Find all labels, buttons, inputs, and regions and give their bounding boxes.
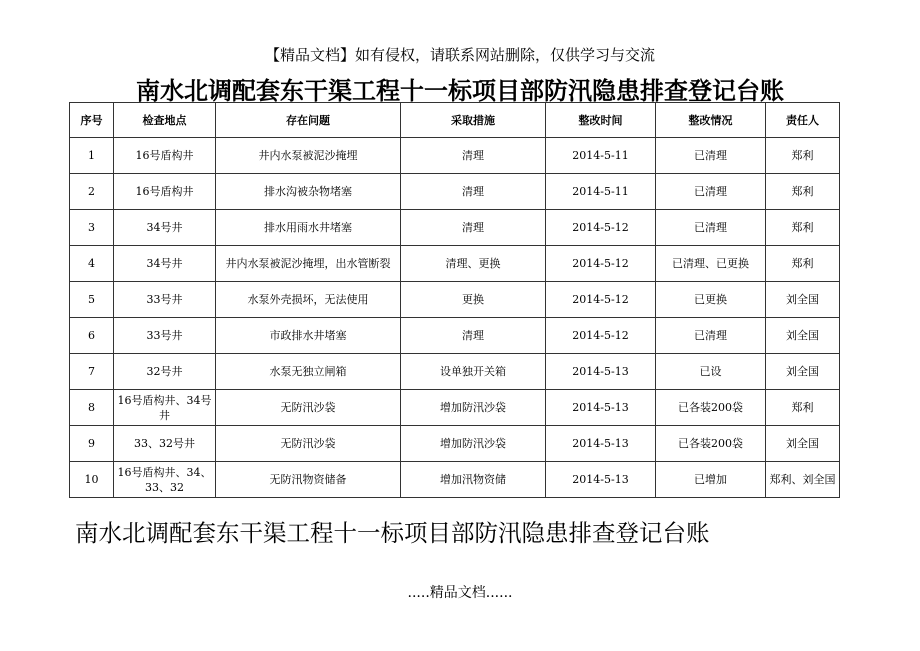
table-cell: 32号井 [114,354,216,390]
column-header: 检查地点 [114,103,216,138]
table-cell: 2014-5-12 [546,282,656,318]
table-cell: 市政排水井堵塞 [216,318,401,354]
table-row [70,138,840,174]
table-cell: 16号盾构井、34、33、32 [114,462,216,498]
table-cell: 已各装200袋 [656,390,766,426]
table-cell: 34号井 [114,246,216,282]
table-cell: 清理 [401,138,546,174]
column-header: 存在问题 [216,103,401,138]
table-cell: 已清理 [656,174,766,210]
table-cell: 4 [70,246,114,282]
table-cell: 刘全国 [766,282,840,318]
table-cell: 郑利、刘全国 [766,462,840,498]
table-cell: 33号井 [114,318,216,354]
table-cell: 增加防汛沙袋 [401,426,546,462]
table-cell: 2014-5-12 [546,210,656,246]
table-cell: 刘全国 [766,318,840,354]
table-cell: 排水用雨水井堵塞 [216,210,401,246]
table-cell: 2014-5-13 [546,426,656,462]
table-row [70,282,840,318]
table-cell: 设单独开关箱 [401,354,546,390]
table-cell: 已增加 [656,462,766,498]
table-cell: 无防汛沙袋 [216,390,401,426]
table-row [70,174,840,210]
table-cell: 2014-5-11 [546,138,656,174]
table-cell: 1 [70,138,114,174]
table-body [70,138,840,498]
table-cell: 无防汛物资储备 [216,462,401,498]
column-header: 整改时间 [546,103,656,138]
table-cell: 已清理 [656,318,766,354]
table-cell: 2 [70,174,114,210]
document-title-repeat: 南水北调配套东干渠工程十一标项目部防汛隐患排查登记台账 [75,519,710,547]
table-cell: 8 [70,390,114,426]
table-cell: 2014-5-13 [546,390,656,426]
table-cell: 16号盾构井 [114,138,216,174]
table-cell: 5 [70,282,114,318]
hazard-ledger-table [69,102,840,498]
table-cell: 2014-5-13 [546,462,656,498]
table-row [70,354,840,390]
table-cell: 无防汛沙袋 [216,426,401,462]
table-cell: 已清理 [656,210,766,246]
table-cell: 34号井 [114,210,216,246]
table-cell: 刘全国 [766,354,840,390]
table-cell: 清理 [401,174,546,210]
table-cell: 7 [70,354,114,390]
table-cell: 2014-5-12 [546,318,656,354]
table-cell: 排水沟被杂物堵塞 [216,174,401,210]
table-row [70,246,840,282]
table-cell: 2014-5-11 [546,174,656,210]
table-cell: 33号井 [114,282,216,318]
table-cell: 已清理 [656,138,766,174]
table-cell: 郑利 [766,390,840,426]
column-header: 采取措施 [401,103,546,138]
table-cell: 2014-5-13 [546,354,656,390]
table-cell: 刘全国 [766,426,840,462]
table-cell: 16号盾构井、34号井 [114,390,216,426]
table-cell: 清理、更换 [401,246,546,282]
table-row [70,318,840,354]
table-row [70,426,840,462]
table-cell: 已清理、已更换 [656,246,766,282]
table-cell: 2014-5-12 [546,246,656,282]
table-cell: 清理 [401,318,546,354]
table-cell: 井内水泵被泥沙掩埋，出水管断裂 [216,246,401,282]
table-cell: 10 [70,462,114,498]
table-cell: 水泵无独立闸箱 [216,354,401,390]
table-cell: 已各装200袋 [656,426,766,462]
column-header: 整改情况 [656,103,766,138]
table-cell: 水泵外壳损坏，无法使用 [216,282,401,318]
table-cell: 已更换 [656,282,766,318]
table-row [70,462,840,498]
table-cell: 6 [70,318,114,354]
table-cell: 井内水泵被泥沙掩埋 [216,138,401,174]
table-cell: 郑利 [766,174,840,210]
table-cell: 更换 [401,282,546,318]
table-cell: 增加汛物资储 [401,462,546,498]
table-header-row [70,103,840,138]
table-row [70,390,840,426]
copyright-notice: 【精品文档】如有侵权，请联系网站删除，仅供学习与交流 [264,46,655,64]
table-cell: 已设 [656,354,766,390]
table-cell: 郑利 [766,138,840,174]
table-cell: 16号盾构井 [114,174,216,210]
column-header: 序号 [70,103,114,138]
table-cell: 郑利 [766,246,840,282]
table-cell: 增加防汛沙袋 [401,390,546,426]
table-cell: 3 [70,210,114,246]
table-cell: 清理 [401,210,546,246]
column-header: 责任人 [766,103,840,138]
document-title: 南水北调配套东干渠工程十一标项目部防汛隐患排查登记台账 [136,77,784,105]
table-cell: 33、32号井 [114,426,216,462]
table-cell: 9 [70,426,114,462]
footer-watermark: .....精品文档...... [407,585,513,601]
table-cell: 郑利 [766,210,840,246]
table-row [70,210,840,246]
